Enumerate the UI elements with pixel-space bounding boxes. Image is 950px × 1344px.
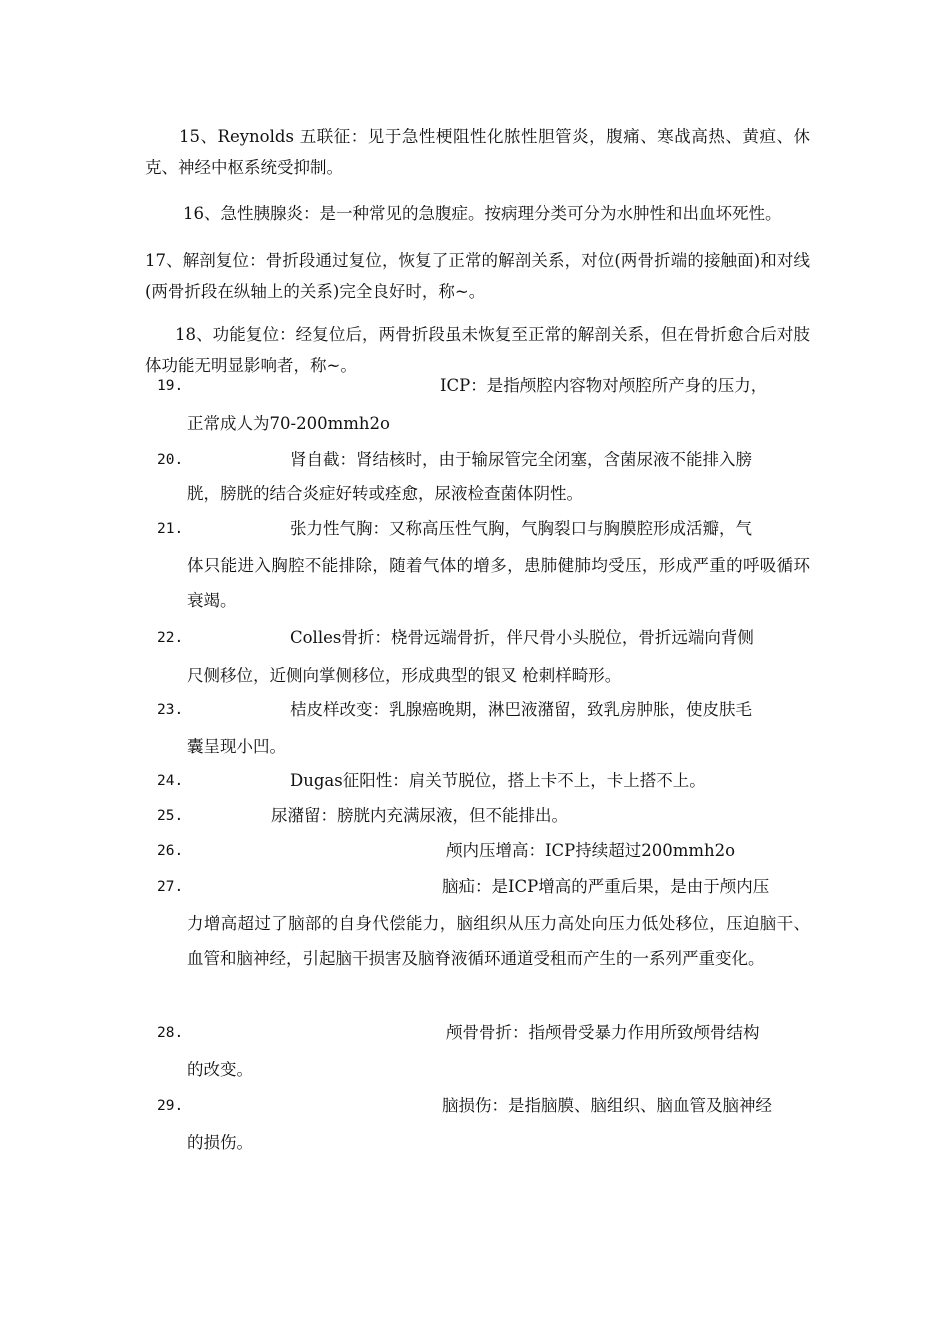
item-27-number: 27. [157, 879, 184, 895]
item-23-continuation: 囊呈现小凹。 [187, 737, 286, 756]
item-25-text: 尿潴留：膀胱内充满尿液，但不能排出。 [271, 806, 568, 825]
item-29-text: 脑损伤：是指脑膜、脑组织、脑血管及脑神经 [442, 1096, 772, 1115]
item-22-number: 22. [157, 630, 184, 646]
term-17-paragraph: 17、解剖复位：骨折段通过复位，恢复了正常的解剖关系，对位(两骨折端的接触面)和对线(两骨折段在纵轴上的关系)完全良好时，称~。 [145, 251, 810, 301]
item-24-text: Dugas征阳性：肩关节脱位，搭上卡不上，卡上搭不上。 [290, 771, 706, 790]
item-20-continuation: 胱，膀胱的结合炎症好转或痊愈，尿液检查菌体阴性。 [187, 484, 583, 503]
item-22-continuation: 尺侧移位，近侧向掌侧移位，形成典型的银叉 枪刺样畸形。 [187, 666, 622, 685]
item-27-continuation: 力增高超过了脑部的自身代偿能力，脑组织从压力高处向压力低处移位，压迫脑干、血管和脑神经，引起脑干损害及脑脊液循环通道受租而产生的一系列严重变化。 [187, 914, 810, 968]
item-25-number: 25. [157, 808, 184, 824]
item-27-text: 脑疝：是ICP增高的严重后果，是由于颅内压 [442, 877, 770, 896]
term-18-paragraph: 18、功能复位：经复位后，两骨折段虽未恢复至正常的解剖关系，但在骨折愈合后对肢体功能无明显影响者，称~。 [145, 325, 810, 375]
term-15-paragraph: 15、Reynolds 五联征：见于急性梗阻性化脓性胆管炎，腹痛、寒战高热、黄疸、休克、神经中枢系统受抑制。 [145, 127, 810, 177]
item-19-text: ICP：是指颅腔内容物对颅腔所产身的压力， [440, 376, 768, 395]
item-23-number: 23. [157, 702, 184, 718]
item-20-number: 20. [157, 452, 184, 468]
item-21-text: 张力性气胸：又称高压性气胸，气胸裂口与胸膜腔形成活瓣，气 [290, 519, 752, 538]
item-19-continuation: 正常成人为70-200mmh2o [187, 414, 390, 433]
item-28-text: 颅骨骨折：指颅骨受暴力作用所致颅骨结构 [446, 1023, 760, 1042]
item-19-number: 19. [157, 378, 184, 394]
item-24-number: 24. [157, 773, 184, 789]
item-21-continuation: 体只能进入胸腔不能排除，随着气体的增多，患肺健肺均受压，形成严重的呼吸循环衰竭。 [187, 556, 810, 610]
item-20-text: 肾自截：肾结核时，由于输尿管完全闭塞，含菌尿液不能排入膀 [290, 450, 752, 469]
item-29-continuation: 的损伤。 [187, 1133, 253, 1152]
item-22-text: Colles骨折：桡骨远端骨折，伴尺骨小头脱位，骨折远端向背侧 [290, 628, 754, 647]
item-23-text: 桔皮样改变：乳腺癌晚期，淋巴液潴留，致乳房肿胀，使皮肤毛 [290, 700, 752, 719]
item-28-number: 28. [157, 1025, 184, 1041]
item-29-number: 29. [157, 1098, 184, 1114]
item-21-number: 21. [157, 521, 184, 537]
term-16-paragraph: 16、急性胰腺炎：是一种常见的急腹症。按病理分类可分为水肿性和出血坏死性。 [183, 204, 782, 223]
item-26-text: 颅内压增高：ICP持续超过200mmh2o [446, 841, 736, 860]
item-26-number: 26. [157, 843, 184, 859]
item-28-continuation: 的改变。 [187, 1060, 253, 1079]
